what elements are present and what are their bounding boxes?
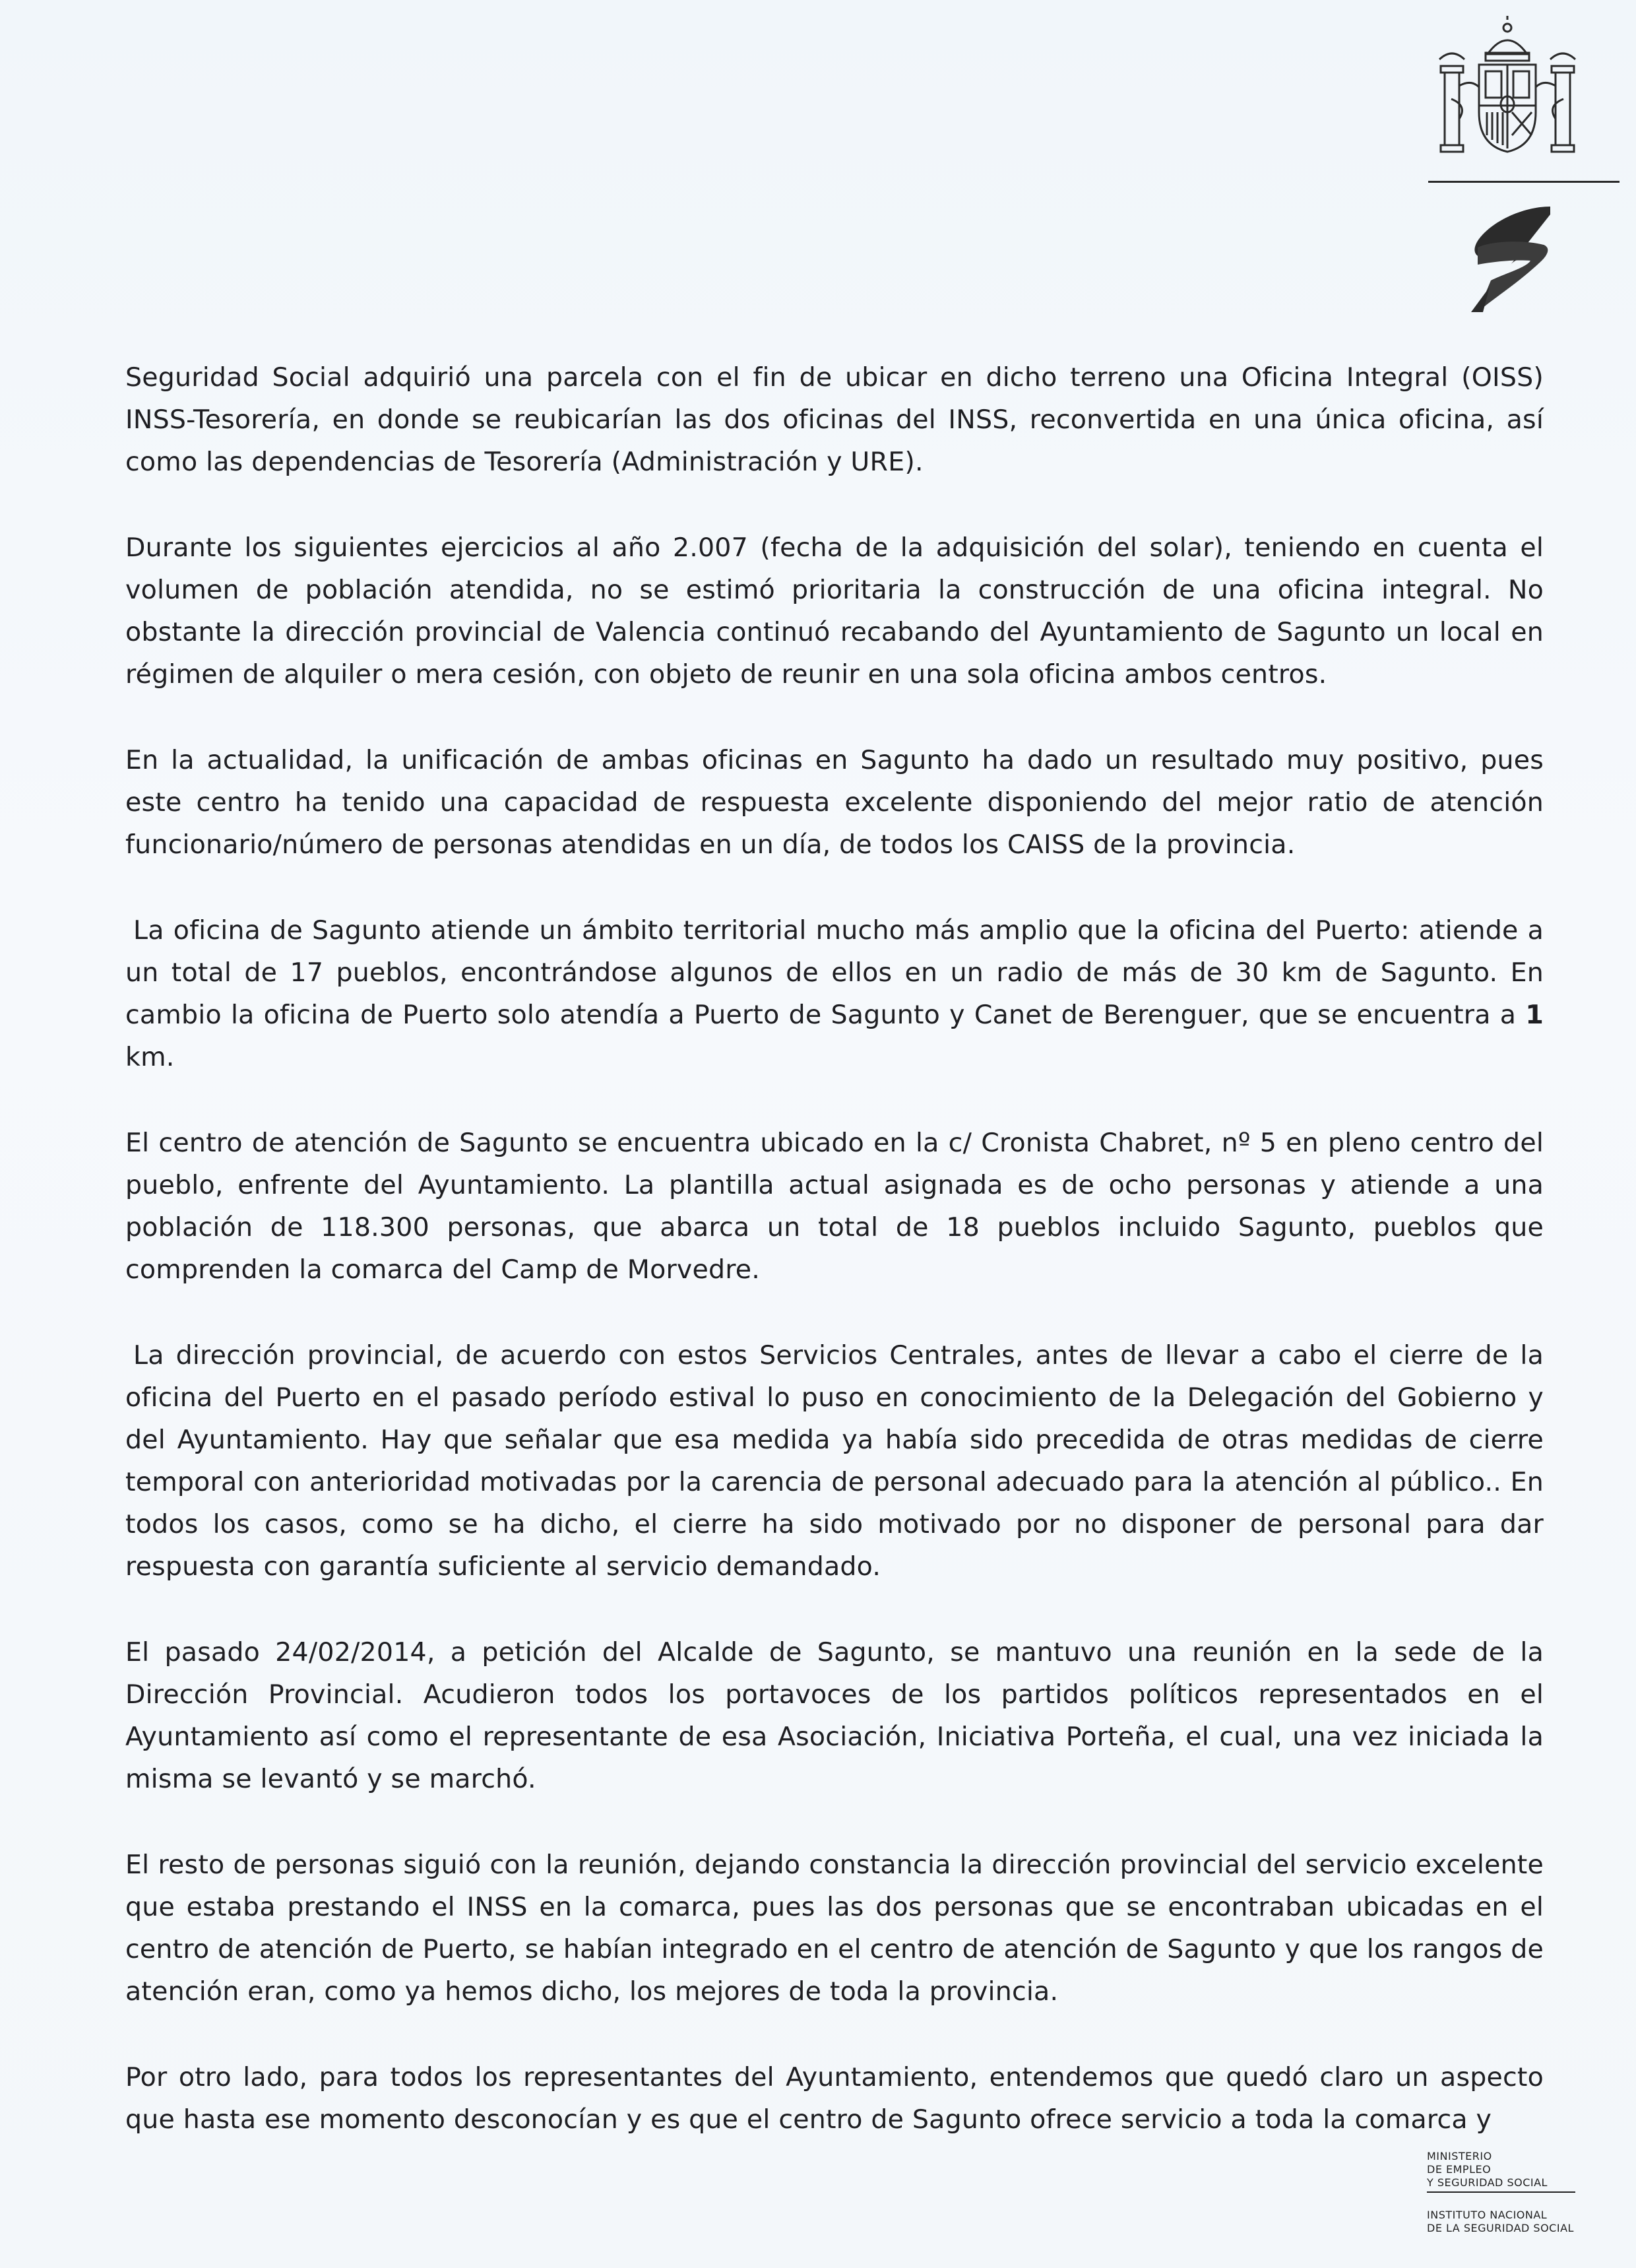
- paragraph: El pasado 24/02/2014, a petición del Alcalde de Sagunto, se mantuvo una reunión en la sede de la Dirección Provincial. Acudieron todos los portavoces de los partidos políticos representados en el Ayuntamiento así como el representante de esa Asociación, Iniciativa Porteña, el cual, una vez iniciada la misma se levantó y se marchó.: [125, 1637, 1544, 1794]
- ministry-line: MINISTERIO: [1427, 2150, 1492, 2162]
- letter-body: [125, 356, 1544, 2184]
- bold-distance: 1: [1525, 1000, 1544, 1030]
- paragraph: La dirección provincial, de acuerdo con estos Servicios Centrales, antes de llevar a cabo el cierre de la oficina del Puerto en el pasado período estival lo puso en conocimiento de la Delegación del Gobierno y del Ayuntamiento. Hay que señalar que esa medida ya había sido precedida de otras medidas de cierre temporal con anterioridad motivadas por la carencia de personal adecuado para la atención al público.. En todos los casos, como se ha dicho, el cierre ha sido motivado por no disponer de personal para dar respuesta con garantía suficiente al servicio demandado.: [125, 1340, 1544, 1582]
- footer-institution: [1427, 2150, 1598, 2235]
- ministry-line: Y SEGURIDAD SOCIAL: [1427, 2176, 1548, 2189]
- institute-line: DE LA SEGURIDAD SOCIAL: [1427, 2222, 1574, 2234]
- seguridad-social-logo-icon: [1451, 201, 1567, 317]
- paragraph: Por otro lado, para todos los representantes del Ayuntamiento, entendemos que quedó claro un aspecto que hasta ese momento desconocían y es que el centro de Sagunto ofrece servicio a toda la comarca y: [125, 2062, 1544, 2135]
- paragraph: Durante los siguientes ejercicios al año 2.007 (fecha de la adquisición del solar), teniendo en cuenta el volumen de población atendida, no se estimó prioritaria la construcción de una oficina integral. No obstante la dirección provincial de Valencia continuó recabando del Ayuntamiento de Sagunto un local en régimen de alquiler o mera cesión, con objeto de reunir en una sola oficina ambos centros.: [125, 533, 1544, 690]
- paragraph: [125, 909, 1544, 1078]
- paragraph-text: La oficina de Sagunto atiende un ámbito territorial mucho más amplio que la oficina del Puerto: atiende a un total de 17 pueblos, encontrándose algunos de ellos en un radio de más de 30 km de Sagunto. En cambio la oficina de Puerto solo atendía a Puerto de Sagunto y Canet de Berenguer, que se encuentra a: [125, 915, 1544, 1030]
- ministry-line: DE EMPLEO: [1427, 2163, 1492, 2176]
- paragraph: En la actualidad, la unificación de ambas oficinas en Sagunto ha dado un resultado muy positivo, pues este centro ha tenido una capacidad de respuesta excelente disponiendo del mejor ratio de atención funcionario/número de personas atendidas en un día, de todos los CAISS de la provincia.: [125, 745, 1544, 860]
- spain-coat-of-arms-icon: [1432, 13, 1583, 165]
- footer-rule: [1427, 2191, 1575, 2193]
- institute-line: INSTITUTO NACIONAL: [1427, 2209, 1548, 2221]
- paragraph-text-tail: km.: [125, 1042, 175, 1072]
- paragraph: El resto de personas siguió con la reunión, dejando constancia la dirección provincial del servicio excelente que estaba prestando el INSS en la comarca, pues las dos personas que se encontraban ubicadas en el centro de atención de Puerto, se habían integrado en el centro de atención de Sagunto y que los rangos de atención eran, como ya hemos dicho, los mejores de toda la provincia.: [125, 1850, 1544, 2007]
- header-rule: [1428, 181, 1620, 183]
- paragraph: Seguridad Social adquirió una parcela con el fin de ubicar en dicho terreno una Oficina Integral (OISS) INSS-Tesorería, en donde se reubicarían las dos oficinas del INSS, reconvertida en una única oficina, así como las dependencias de Tesorería (Administración y URE).: [125, 362, 1544, 477]
- paragraph: El centro de atención de Sagunto se encuentra ubicado en la c/ Cronista Chabret, nº 5 en pleno centro del pueblo, enfrente del Ayuntamiento. La plantilla actual asignada es de ocho personas y atiende a una población de 118.300 personas, que abarca un total de 18 pueblos incluido Sagunto, pueblos que comprenden la comarca del Camp de Morvedre.: [125, 1128, 1544, 1285]
